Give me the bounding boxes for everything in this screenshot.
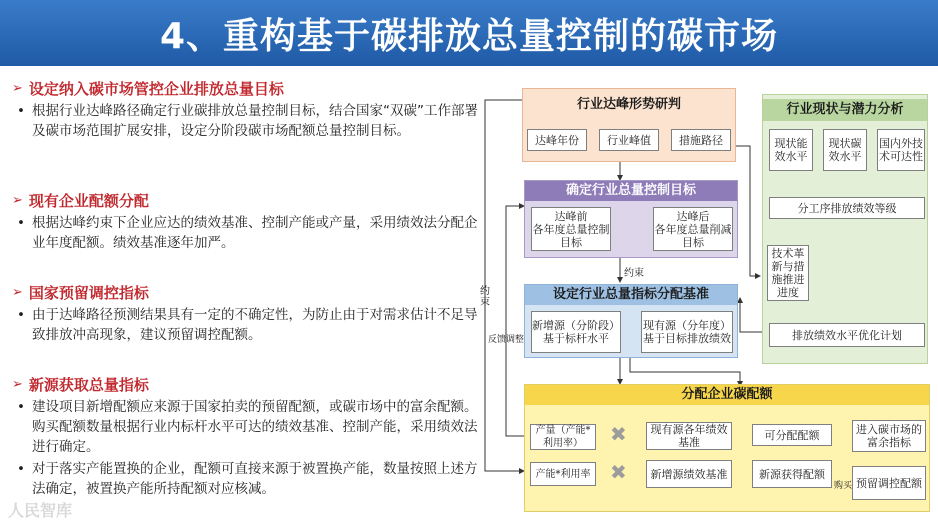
existing-source-title: 现有源（分年度） [643,319,731,332]
panel-title: 设定行业总量指标分配基准 [525,285,737,305]
constraint-label: 约束 [624,268,644,279]
optimization-plan-box: 排放绩效水平优化计划 [769,323,925,347]
panel-title: 分配企业碳配额 [525,385,929,405]
arrow-icon: ➢ [12,81,23,96]
bullet-text: 对于落实产能置换的企业，配额可直接来源于被置换产能，数量按照上述方法确定，被置换产能所持配额对应核减。 [32,461,478,497]
output-box: 产量（产能*利用率） [530,424,596,450]
section-heading: 设定纳入碳市场管控企业排放总量目标 [28,80,284,98]
existing-baseline-box: 现有源各年绩效基准 [646,422,732,450]
constraint-label: 约束 [480,286,490,308]
reserve-quota-box: 预留调控配额 [852,466,926,500]
bullet-icon: • [17,307,25,323]
baseline-panel [524,284,738,358]
tech-availability-box: 国内外技术可达性 [877,129,925,171]
bullet-icon: • [17,215,25,231]
bullet-icon: • [17,461,25,477]
tech-progress-box: 技术革新与措施推进进度 [767,245,809,301]
new-source-text: 基于标杆水平 [543,332,609,345]
arrow-icon: ➢ [12,193,23,208]
multiply-icon: ✖ [610,422,627,446]
section-heading: 国家预留调控指标 [28,284,149,302]
page-title: 4、重构基于碳排放总量控制的碳市场 [0,0,938,66]
feedback-label: 反馈调整 [488,335,525,345]
section-4 [10,374,480,499]
new-source-box [531,311,621,353]
peak-year-box: 达峰年份 [527,129,587,151]
bullet-text: 根据达峰约束下企业应达的绩效基准、控制产能或产量，采用绩效法分配企业年度配额。绩效基准逐年加严。 [32,215,478,251]
section-heading: 新源获取总量指标 [28,376,149,394]
capacity-box: 产能*利用率 [530,462,596,486]
watermark: 人民智库 [8,501,73,520]
bullet-text: 根据行业达峰路径确定行业碳排放总量控制目标，结合国家“双碳”工作部署及碳市场范围扩展安排，设定分阶段碳市场配额总量控制目标。 [32,103,478,139]
text-column [10,74,480,524]
buy-label: 购买 [834,481,853,491]
new-source-quota-box: 新源获得配额 [752,460,832,488]
existing-source-box [641,311,733,353]
before-peak-text: 各年度总量控制目标 [532,222,610,249]
allocatable-box: 可分配配额 [752,424,832,446]
grading-box: 分工序排放绩效等级 [769,197,925,219]
carbon-efficiency-box: 现状碳效水平 [823,129,867,171]
measures-path-box: 措施路径 [671,129,731,151]
section-3 [10,282,480,345]
status-panel [762,94,928,364]
bullet-text: 由于达峰路径预测结果具有一定的不确定性，为防止由于对需求估计不足导致排放冲高现象，建议预留调控配额。 [32,307,478,343]
bullet-icon: • [17,103,25,119]
new-source-title: 新增源（分阶段） [532,319,620,332]
arrow-icon: ➢ [12,285,23,300]
existing-source-text: 基于目标排放绩效 [643,332,731,345]
target-panel [524,180,738,258]
peak-panel [522,88,736,162]
bullet-text: 建设项目新增配额应来源于国家拍卖的预留配额，或碳市场中的富余配额。购买配额数量根据行业内标杆水平可达的绩效基准、控制产能，采用绩效法进行确定。 [32,399,478,455]
arrow-icon: ➢ [12,377,23,392]
bullet-icon: • [17,399,25,415]
surplus-box: 进入碳市场的富余指标 [852,420,926,452]
energy-efficiency-box: 现状能效水平 [769,129,813,171]
before-peak-title: 达峰前 [554,209,588,223]
after-peak-box [653,207,733,251]
panel-title: 确定行业总量控制目标 [525,181,737,201]
multiply-icon: ✖ [610,460,627,484]
after-peak-title: 达峰后 [676,209,710,223]
before-peak-box [531,207,611,251]
section-1 [10,78,480,141]
new-baseline-box: 新增源绩效基准 [646,460,732,488]
panel-title: 行业现状与潜力分析 [763,99,927,121]
panel-title: 行业达峰形势研判 [576,97,681,112]
industry-peak-box: 行业峰值 [599,129,659,151]
section-2 [10,190,480,253]
flow-diagram [480,86,932,518]
section-heading: 现有企业配额分配 [28,192,149,210]
after-peak-text: 各年度总量削减目标 [654,222,732,249]
